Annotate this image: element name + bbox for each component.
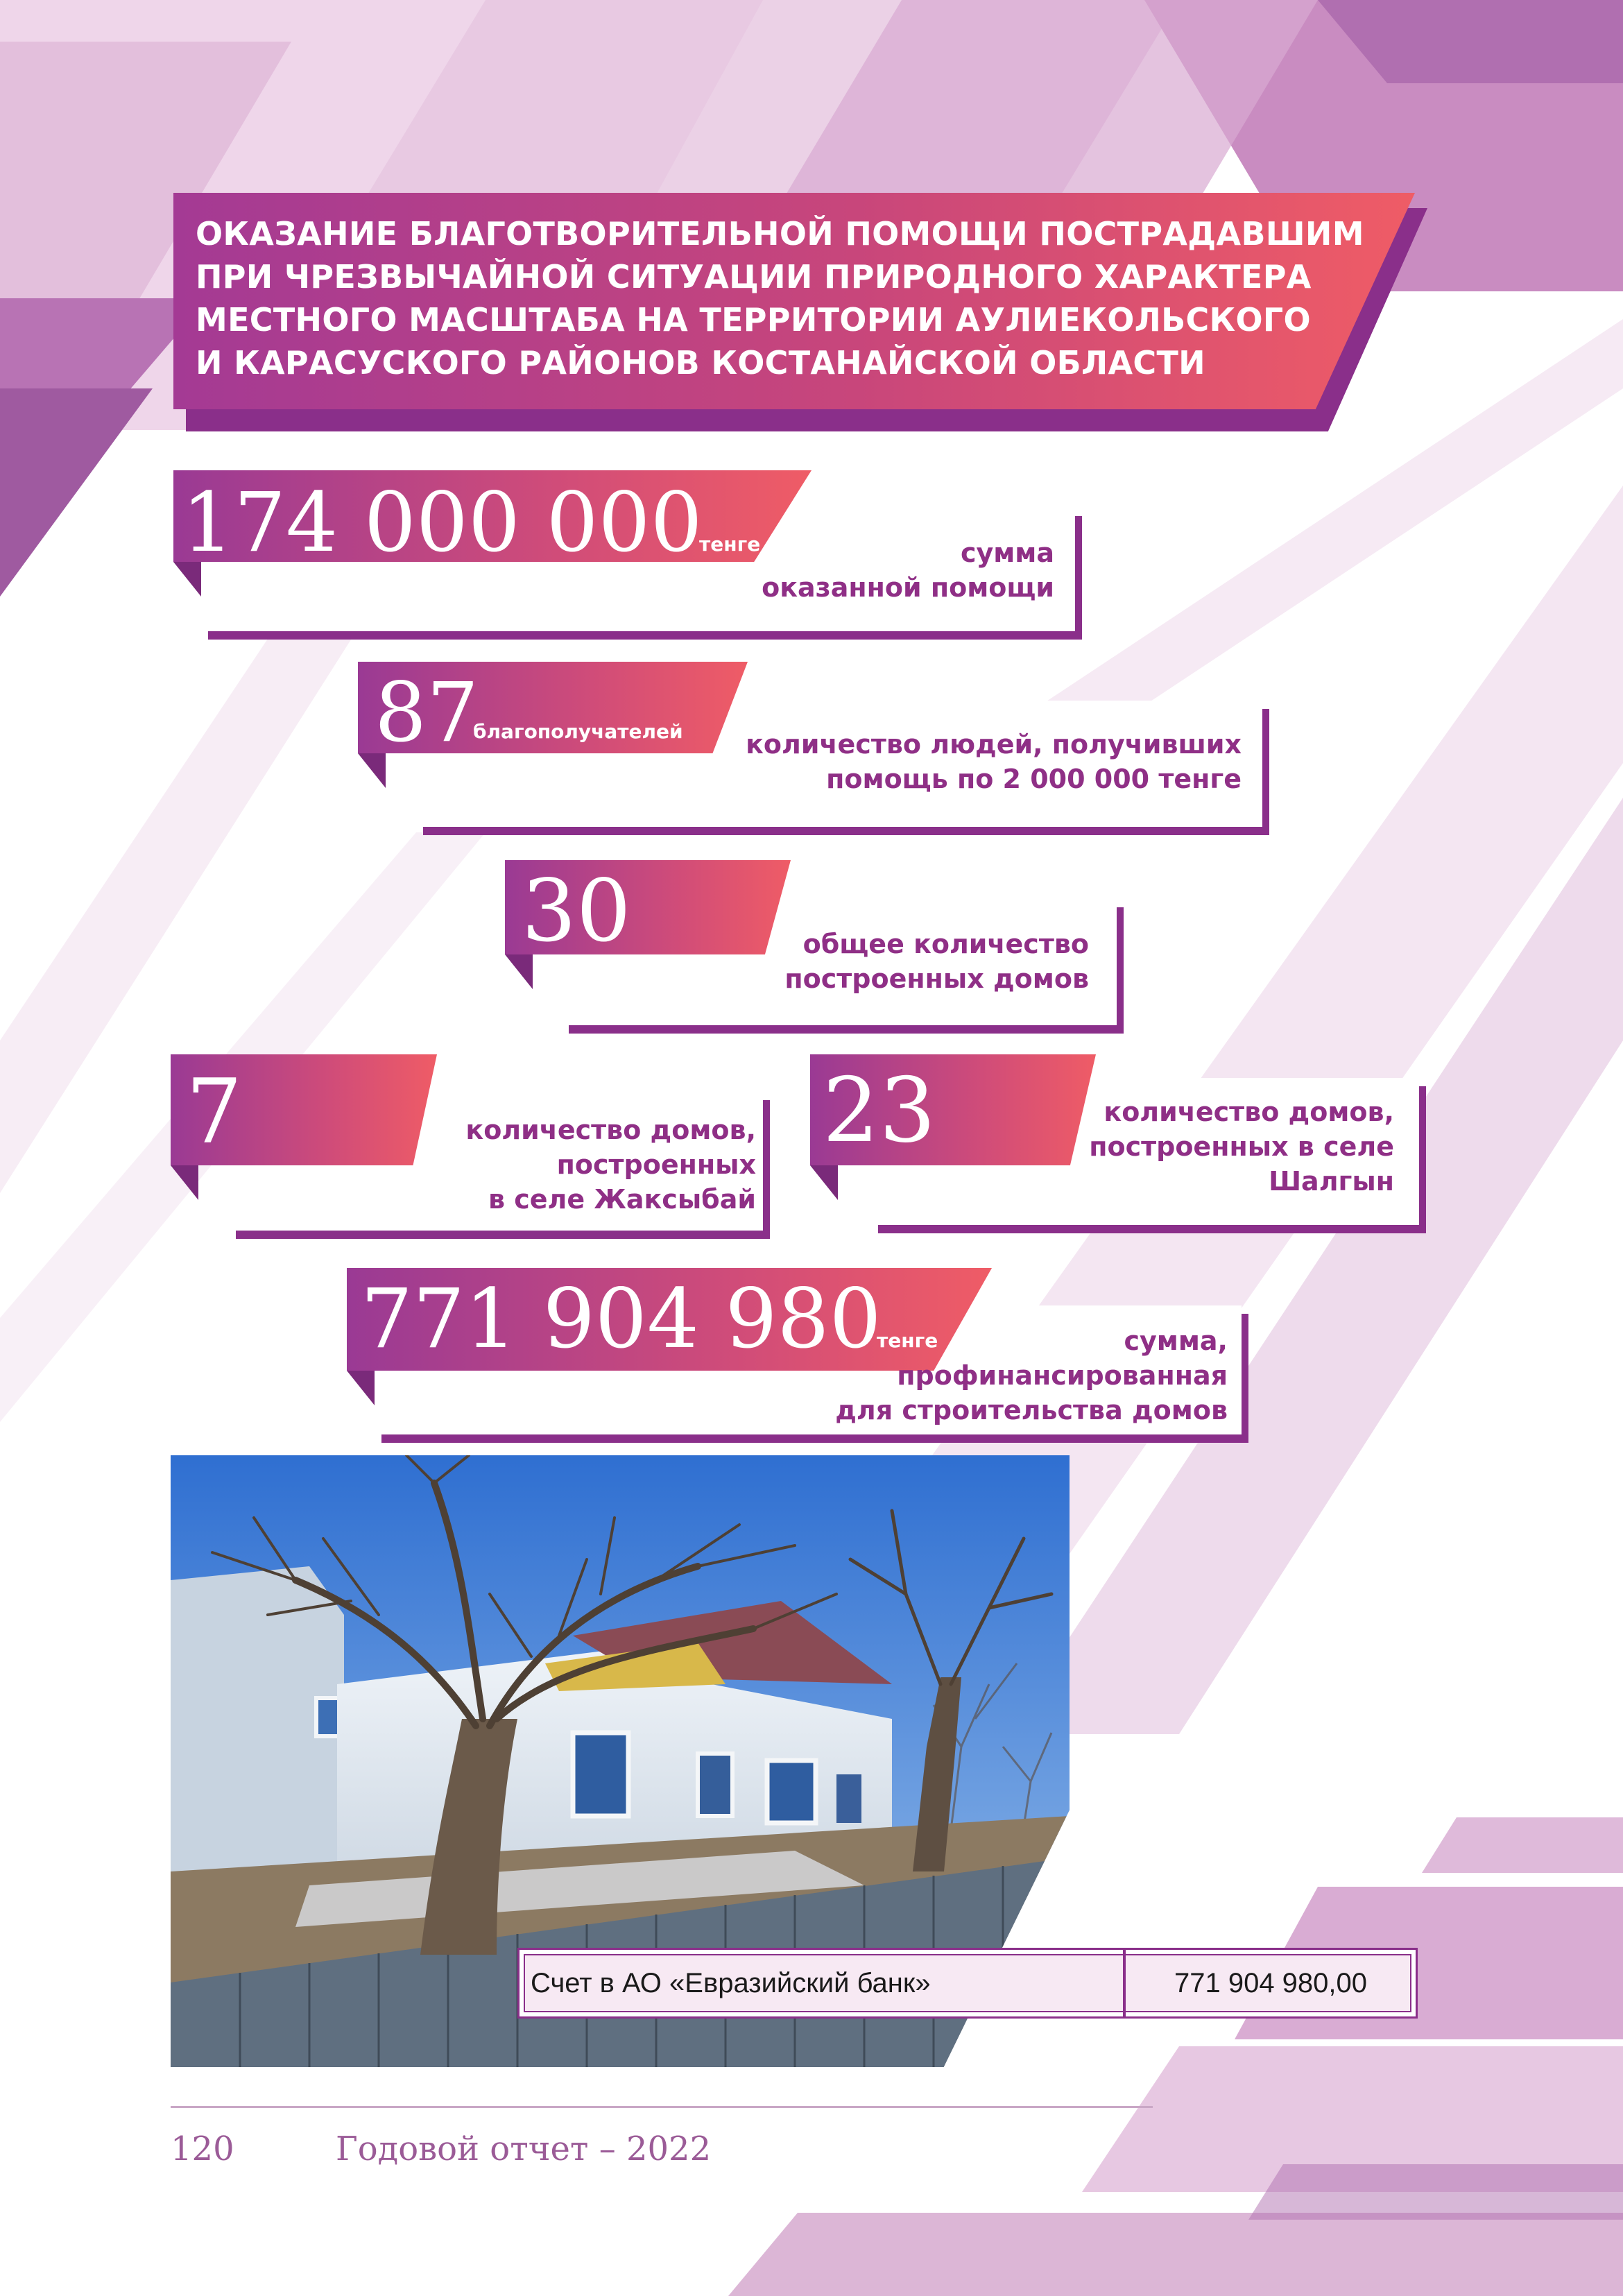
title-line-1: ОКАЗАНИЕ БЛАГОТВОРИТЕЛЬНОЙ ПОМОЩИ ПОСТРАДАВШИМ xyxy=(196,215,1364,252)
account-name: Счет в АО «Евразийский банк» xyxy=(519,1950,1126,2016)
stat-unit-beneficiaries: благополучателей xyxy=(473,720,683,743)
stat-unit-aid-total: тенге xyxy=(699,533,761,556)
stat-unit-construction-total: тенге xyxy=(877,1329,938,1352)
stat-box-fold xyxy=(810,1165,838,1200)
stat-value-aid-total: 174 000 000 xyxy=(182,474,703,570)
stat-value-houses-shalgyn: 23 xyxy=(823,1059,936,1163)
title-line-4: И КАРАСУСКОГО РАЙОНОВ КОСТАНАЙСКОЙ ОБЛАСТИ xyxy=(196,344,1205,382)
stat-desc-houses-shalgyn: количество домов, построенных в селе Шалгын xyxy=(1089,1097,1394,1197)
stat-desc-houses-total: общее количество построенных домов xyxy=(784,929,1089,994)
page-title xyxy=(196,212,1375,384)
stat-value-houses-total: 30 xyxy=(522,862,631,961)
footer-divider xyxy=(171,2106,1153,2108)
stat-value-houses-zhaksybai: 7 xyxy=(186,1061,243,1164)
account-table xyxy=(517,1948,1418,2019)
stat-value-construction-total: 771 904 980 xyxy=(361,1271,882,1367)
stat-desc-aid-total: сумма оказанной помощи xyxy=(762,538,1054,603)
stat-desc-houses-zhaksybai: количество домов, построенных в селе Жаксыбай xyxy=(465,1115,756,1215)
stat-desc-construction-total: сумма, профинансированная для строительства домов xyxy=(835,1326,1228,1425)
stat-box-fold xyxy=(347,1371,375,1405)
title-line-3: МЕСТНОГО МАСШТАБА НА ТЕРРИТОРИИ АУЛИЕКОЛЬСКОГО xyxy=(196,301,1311,339)
page-number: 120 xyxy=(171,2130,234,2168)
stat-desc-beneficiaries: количество людей, получивших помощь по 2 000 000 тенге xyxy=(746,729,1242,794)
stat-box-fold xyxy=(171,1165,198,1200)
account-amount: 771 904 980,00 xyxy=(1174,1967,1368,1998)
stat-value-beneficiaries: 87 xyxy=(375,665,479,760)
title-line-2: ПРИ ЧРЕЗВЫЧАЙНОЙ СИТУАЦИИ ПРИРОДНОГО ХАРАКТЕРА xyxy=(196,258,1312,295)
report-title: Годовой отчет – 2022 xyxy=(336,2130,712,2168)
